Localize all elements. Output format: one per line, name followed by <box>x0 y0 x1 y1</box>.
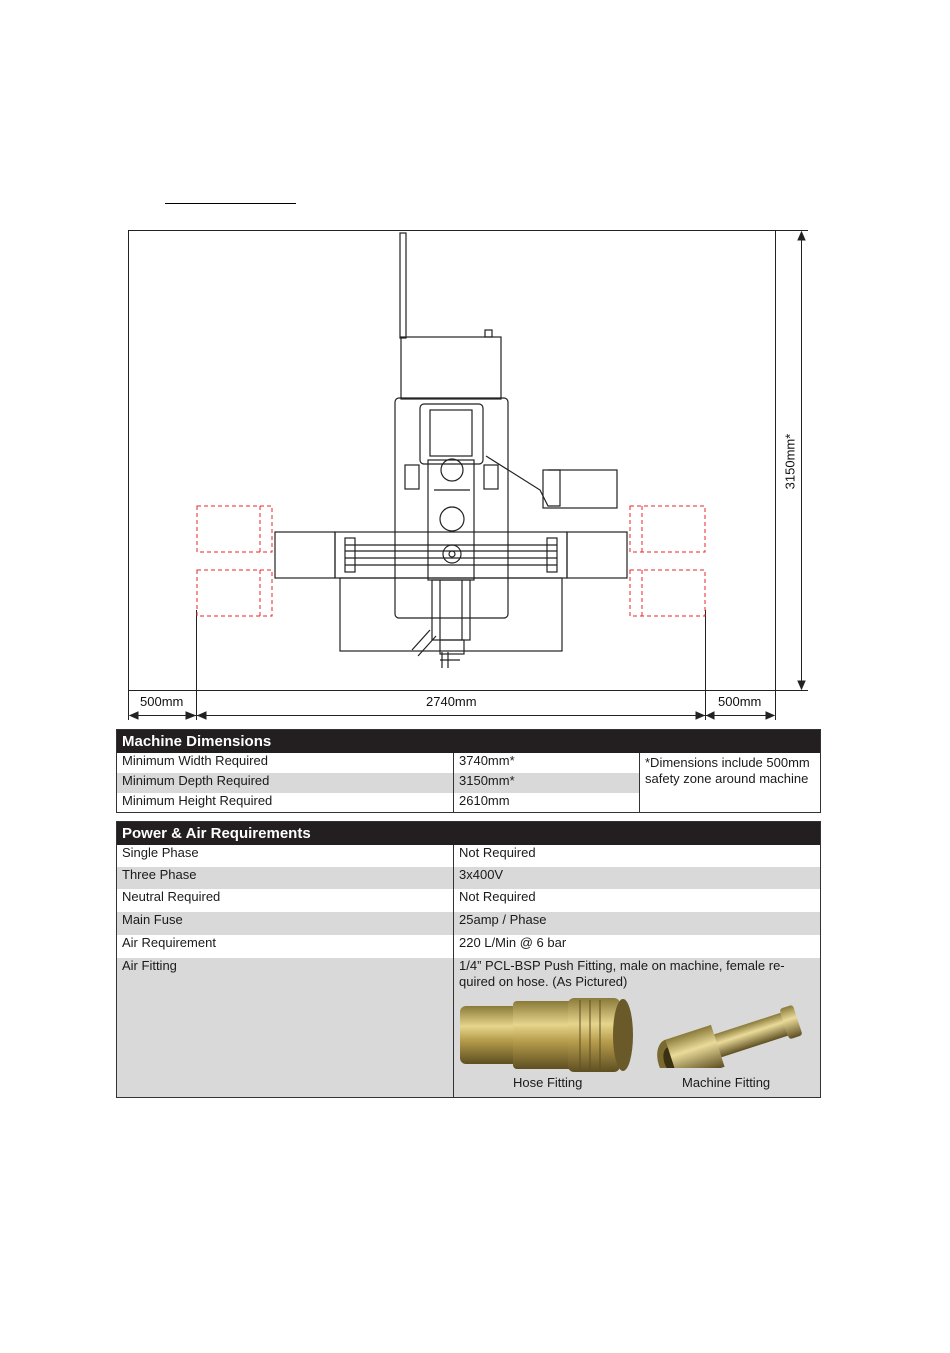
dim-label-vertical: 3150mm* <box>782 433 798 490</box>
power-row-label: Main Fuse <box>117 912 454 935</box>
power-row-label: Neutral Required <box>117 889 454 912</box>
hose-fitting-caption: Hose Fitting <box>513 1075 583 1090</box>
hose-fitting-image <box>458 996 638 1076</box>
safety-zone-markers <box>197 506 705 616</box>
dimensions-note: *Dimensions include 500mm safety zone around machine <box>645 754 810 786</box>
machine-outline <box>275 233 627 668</box>
dim-row-label: Minimum Width Required <box>117 753 454 773</box>
dim-row-value: 3150mm* <box>454 773 640 793</box>
dim-label-right: 500mm <box>718 694 762 709</box>
power-air-title: Power & Air Requirements <box>122 825 311 842</box>
power-row-label: Three Phase <box>117 867 454 889</box>
power-row-label: Single Phase <box>117 845 454 867</box>
dim-label-center: 2740mm <box>426 694 477 709</box>
dim-row-value: 2610mm <box>454 793 640 813</box>
machine-dimensions-table <box>116 729 821 813</box>
power-row-label: Air Requirement <box>117 935 454 958</box>
power-row-label: Air Fitting <box>117 958 454 1098</box>
power-row-value: 25amp / Phase <box>454 912 821 935</box>
dim-row-label: Minimum Height Required <box>117 793 454 813</box>
power-row-value: Not Required <box>459 844 536 860</box>
machine-dimensions-title: Machine Dimensions <box>122 733 272 750</box>
power-row-value: Not Required <box>459 888 536 904</box>
dim-row-value: 3740mm* <box>454 753 640 773</box>
machine-fitting-image <box>648 996 813 1068</box>
machine-fitting-caption: Machine Fitting <box>682 1075 771 1090</box>
dim-row-label: Minimum Depth Required <box>117 773 454 793</box>
dim-label-left: 500mm <box>140 694 184 709</box>
power-row-value: 3x400V <box>454 867 821 889</box>
power-row-value: 1/4” PCL-BSP Push Fitting, male on machine, female re-quired on hose. (As Pictured) <box>454 958 821 1098</box>
power-row-value: 220 L/Min @ 6 bar <box>459 934 567 950</box>
